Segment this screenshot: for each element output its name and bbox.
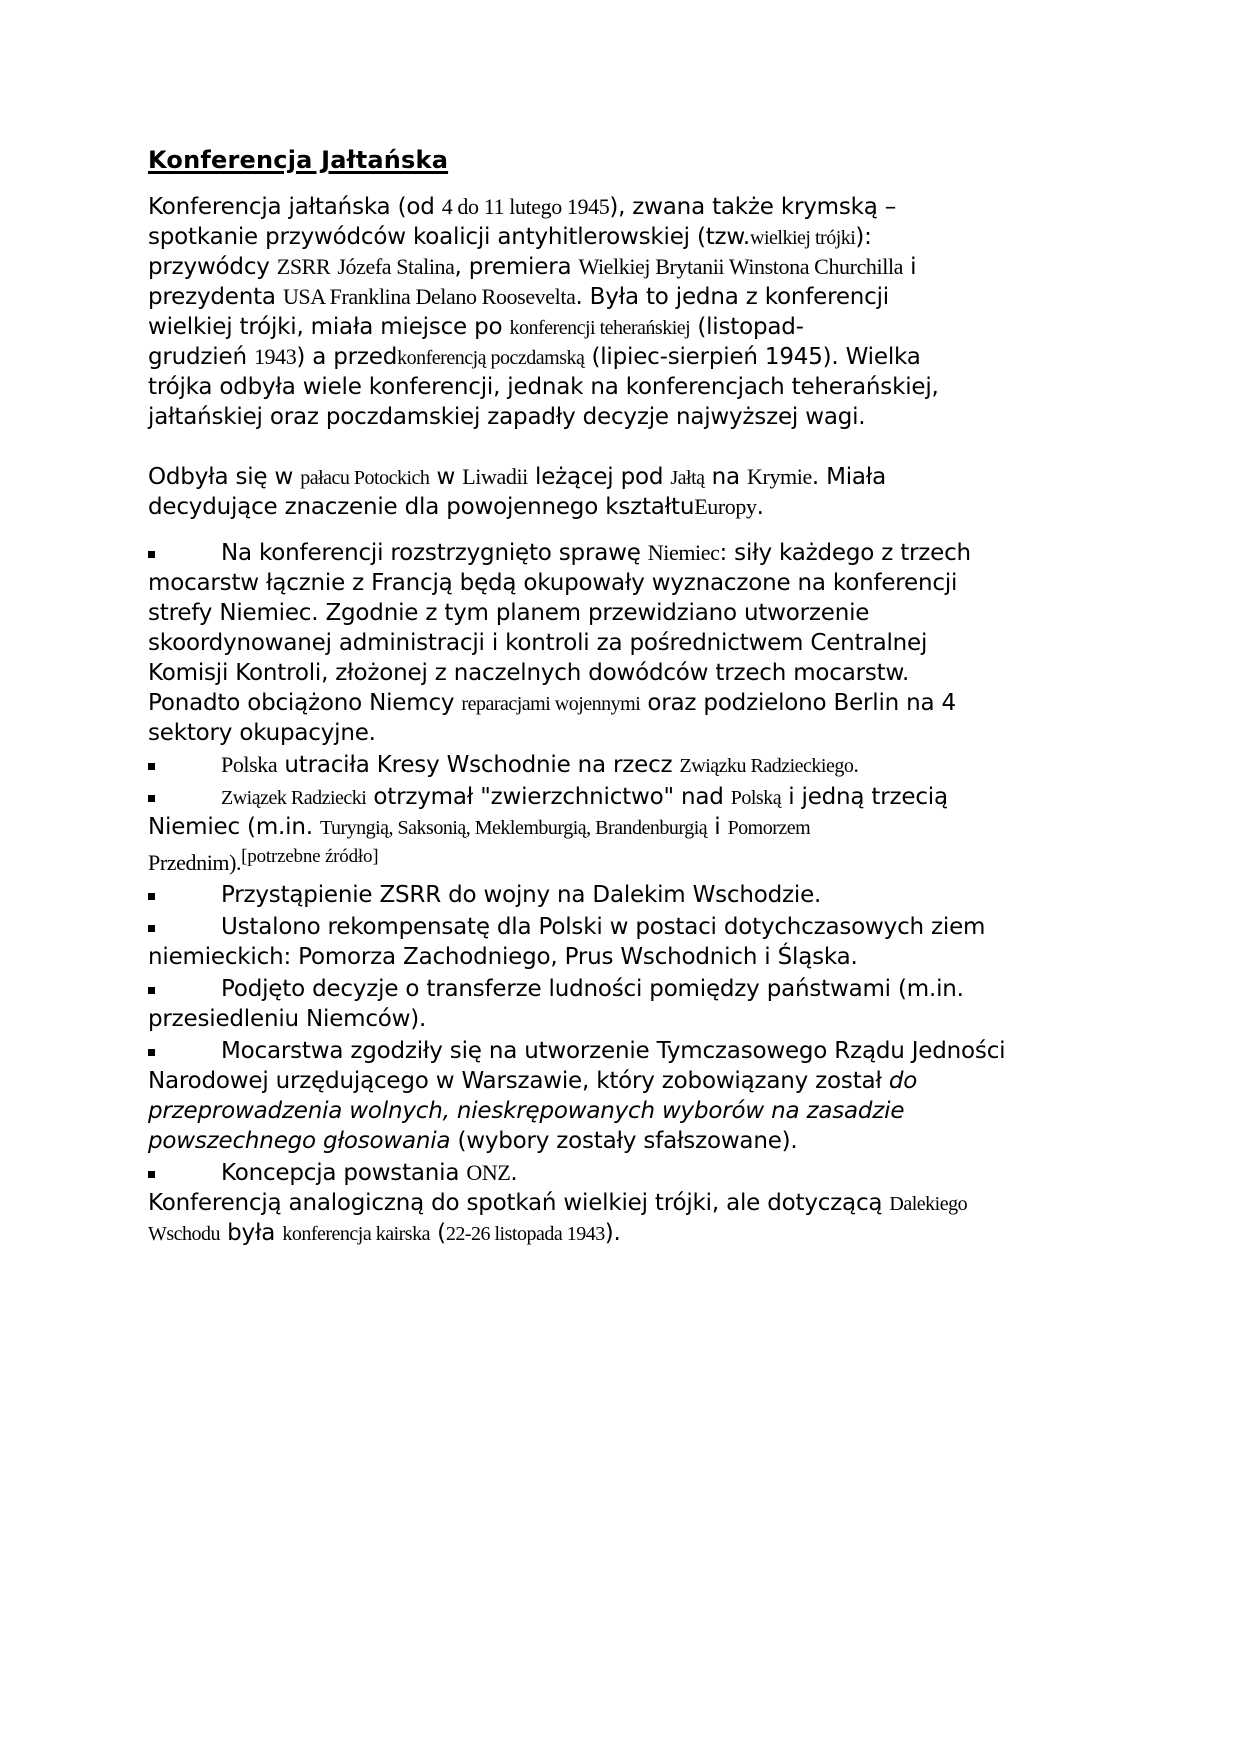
paragraph-line xyxy=(148,1096,904,1126)
text-run: ONZ xyxy=(466,1160,511,1185)
text-run: Dalekiego xyxy=(889,1193,968,1215)
bullet-list-item xyxy=(221,750,858,781)
text-run: Krymie xyxy=(747,464,812,489)
text-run: Przednim xyxy=(148,850,230,875)
text-run: USA Franklina Delano Roosevelta xyxy=(282,284,576,309)
text-run: 4 do 11 lutego 1945 xyxy=(441,194,610,219)
text-run: ): xyxy=(855,224,872,250)
text-run: Pomorzem xyxy=(727,817,811,839)
text-run: Ustalono rekompensatę dla Polski w postaci dotychczasowych ziem xyxy=(221,914,986,940)
paragraph-line xyxy=(148,492,764,522)
bullet-icon xyxy=(148,763,155,770)
text-run: . Miała xyxy=(811,464,887,490)
text-run: Jałtą xyxy=(670,467,705,489)
text-run: trójka odbyła wiele konferencji, jednak na konferencjach teherańskiej, xyxy=(148,374,939,400)
text-run: Wielkiej Brytanii Winstona Churchilla xyxy=(578,254,904,279)
paragraph-line xyxy=(148,1188,967,1219)
text-run: . xyxy=(756,494,764,520)
bullet-list-item xyxy=(221,538,971,568)
text-run: . Była to jedna z konferencji xyxy=(575,284,889,310)
paragraph-line xyxy=(148,222,872,253)
paragraph-line xyxy=(148,942,858,972)
paragraph-line xyxy=(148,568,957,598)
text-run: strefy Niemiec. Zgodnie z tym planem przewidziano utworzenie xyxy=(148,600,870,626)
text-run: w xyxy=(429,464,463,490)
text-run: Niemiec (m.in. xyxy=(148,814,320,840)
paragraph-line xyxy=(148,842,378,878)
text-run: (listopad- xyxy=(690,314,804,340)
paragraph-line xyxy=(148,718,376,748)
bullet-list-item xyxy=(221,974,964,1004)
paragraph-line xyxy=(148,658,909,688)
text-run: przywódcy xyxy=(148,254,277,280)
paragraph-line xyxy=(148,1066,917,1096)
text-run: 1943 xyxy=(253,344,297,369)
bullet-icon xyxy=(148,795,155,802)
bullet-icon xyxy=(148,551,155,558)
text-run: Odbyła się w xyxy=(148,464,301,490)
paragraph-line xyxy=(148,402,865,432)
text-run: Koncepcja powstania xyxy=(221,1160,467,1186)
paragraph-line xyxy=(148,252,916,282)
text-run: ). xyxy=(229,850,242,875)
text-run: pałacu Potockich xyxy=(300,467,430,489)
bullet-list-item xyxy=(221,912,985,942)
text-run: decydujące znaczenie dla powojennego kształtu xyxy=(148,494,695,520)
text-run: ZSRR xyxy=(276,254,331,279)
text-run: reparacjami wojennymi xyxy=(461,693,641,715)
text-run: i xyxy=(707,814,728,840)
text-run: otrzymał "zwierzchnictwo" nad xyxy=(366,784,731,810)
text-run: (lipiec-sierpień 1945). Wielka xyxy=(584,344,921,370)
text-run: : siły każdego z trzech xyxy=(719,540,971,566)
text-run: sektory okupacyjne. xyxy=(148,720,376,746)
text-run: Ponadto obciążono Niemcy xyxy=(148,690,462,716)
text-run: przesiedleniu Niemców). xyxy=(148,1006,427,1032)
text-run: konferencja kairska xyxy=(282,1223,430,1245)
text-run: (wybory zostały sfałszowane). xyxy=(450,1128,798,1154)
text-run: Turyngią, Saksonią, Meklemburgią, Brandenburgią xyxy=(319,817,708,839)
text-run: ), zwana także krymską – xyxy=(609,194,897,220)
text-run: oraz podzielono Berlin na 4 xyxy=(640,690,956,716)
citation-needed-note: [potrzebne źródło] xyxy=(241,846,379,867)
text-run: Liwadii xyxy=(462,464,528,489)
paragraph-line xyxy=(148,372,939,402)
text-run: niemieckich: Pomorza Zachodniego, Prus Wschodnich i Śląska. xyxy=(148,944,858,970)
bullet-list-item xyxy=(221,1158,518,1188)
bullet-list-item xyxy=(221,880,821,910)
text-run: konferencji teherańskiej xyxy=(509,317,691,339)
text-run: skoordynowanej administracji i kontroli za pośrednictwem Centralnej xyxy=(148,630,928,656)
text-run: Związku Radzieckiego xyxy=(679,755,854,777)
text-run: konferencją poczdamską xyxy=(397,347,585,369)
text-run: 22-26 listopada 1943 xyxy=(445,1223,605,1245)
text-run: utraciła Kresy Wschodnie na rzecz xyxy=(277,752,680,778)
text-run: prezydenta xyxy=(148,284,283,310)
text-run: wielkiej trójki xyxy=(750,227,856,249)
text-run: Komisji Kontroli, złożonej z naczelnych dowódców trzech mocarstw. xyxy=(148,660,910,686)
text-run: Konferencja jałtańska (od xyxy=(148,194,442,220)
text-run: ) a przed xyxy=(296,344,398,370)
document-title: Konferencja Jałtańska xyxy=(148,146,449,174)
text-run: powszechnego głosowania xyxy=(148,1128,451,1154)
bullet-list-item xyxy=(221,1036,1005,1066)
paragraph-line xyxy=(148,1126,798,1156)
paragraph-line xyxy=(148,192,896,222)
paragraph-line xyxy=(148,312,804,343)
text-run: i xyxy=(903,254,917,280)
paragraph-line xyxy=(148,812,810,843)
text-run: Polską xyxy=(730,787,782,809)
text-run: leżącej pod xyxy=(527,464,671,490)
text-run: Podjęto decyzje o transferze ludności pomiędzy państwami (m.in. xyxy=(221,976,964,1002)
text-run: przeprowadzenia wolnych, nieskrępowanych wyborów na zasadzie xyxy=(148,1098,905,1124)
bullet-list-item xyxy=(221,782,948,813)
bullet-icon xyxy=(148,1049,155,1056)
text-run: Przystąpienie ZSRR do wojny na Dalekim Wschodzie. xyxy=(221,882,822,908)
paragraph-line xyxy=(148,282,889,312)
text-run: na xyxy=(704,464,748,490)
text-run: wielkiej trójki, miała miejsce po xyxy=(148,314,510,340)
text-run: ( xyxy=(429,1220,446,1246)
text-run: Związek Radziecki xyxy=(221,787,367,809)
text-run: do xyxy=(888,1068,918,1094)
text-run: Józefa Stalina xyxy=(337,254,455,279)
paragraph-line xyxy=(148,688,956,719)
text-run: jałtańskiej oraz poczdamskiej zapadły decyzje najwyższej wagi. xyxy=(148,404,866,430)
text-run: grudzień xyxy=(148,344,254,370)
paragraph-line xyxy=(148,1218,621,1249)
text-run: Mocarstwa zgodziły się na utworzenie Tymczasowego Rządu Jedności xyxy=(221,1038,1006,1064)
paragraph-line xyxy=(148,342,921,373)
paragraph-line xyxy=(148,1004,426,1034)
paragraph-line xyxy=(148,598,869,628)
bullet-icon xyxy=(148,893,155,900)
text-run: była xyxy=(220,1220,283,1246)
text-run: i jedną trzecią xyxy=(781,784,948,810)
text-run: Wschodu xyxy=(148,1223,221,1245)
text-run: mocarstw łącznie z Francją będą okupowały wyznaczone na konferencji xyxy=(148,570,958,596)
text-run: . xyxy=(510,1160,518,1186)
text-run: , premiera xyxy=(454,254,579,280)
bullet-icon xyxy=(148,925,155,932)
text-run: ). xyxy=(604,1220,621,1246)
bullet-icon xyxy=(148,987,155,994)
text-run: Polska xyxy=(221,752,278,777)
text-run: Konferencją analogiczną do spotkań wielkiej trójki, ale dotyczącą xyxy=(148,1190,890,1216)
text-run: . xyxy=(853,752,859,777)
text-run: Niemiec xyxy=(647,540,720,565)
text-run: Narodowej urzędującego w Warszawie, który zobowiązany został xyxy=(148,1068,889,1094)
text-run: Europy xyxy=(694,494,757,519)
text-run: spotkanie przywódców koalicji antyhitlerowskiej (tzw. xyxy=(148,224,751,250)
bullet-icon xyxy=(148,1171,155,1178)
paragraph-line xyxy=(148,628,927,658)
text-run: Na konferencji rozstrzygnięto sprawę xyxy=(221,540,648,566)
paragraph-line xyxy=(148,462,886,493)
